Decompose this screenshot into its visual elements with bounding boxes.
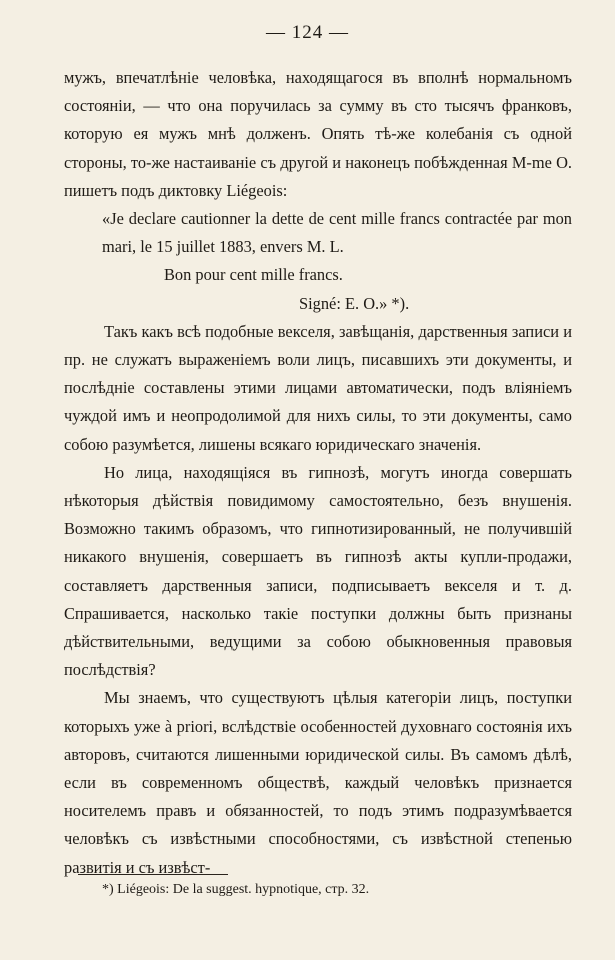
- quoted-declaration: «Je declare cautionner la dette de cent mille francs contractée par mon mari, le 15 juillet 1883, envers M. L.: [102, 209, 572, 257]
- footnote: *) Liégeois: De la suggest. hypnotique, стр. 32.: [102, 882, 370, 897]
- paragraph-2: Такъ какъ всѣ подобные векселя, завѣщанiя, дарственныя записи и пр. не служатъ выраженiемъ воли лицъ, писавшихъ эти документы, и послѣднie составлены этими лицами автоматически, подъ влiянiемъ чуждой имъ и неопродолимой для нихъ силы, то эти документы, само собою разумѣется, лишены всякаго юридическаго значенiя.: [64, 321, 572, 454]
- paragraph-3: Но лица, находящiяся въ гипнозѣ, могутъ иногда совершать нѣкоторыя дѣйствiя повидимому самостоятельно, безъ внушенiя. Возможно такимъ образомъ, что гипнотизированный, не получившiй никакого внушенiя, совершаетъ въ гипнозѣ акты купли-продажи, составляетъ дарственныя записи, подписываетъ векселя и т. д. Спрашивается, насколько такie поступки должны быть признаны дѣйствительными, ведущими за собою обыкновенныя правовыя послѣдствiя?: [64, 462, 572, 680]
- body-text: [64, 64, 572, 882]
- footnote-divider: [78, 874, 228, 875]
- page-number: — 124 —: [266, 22, 349, 43]
- quoted-bon-pour: Bon pour cent mille francs.: [164, 265, 343, 285]
- paragraph-4: Мы знаемъ, что существуютъ цѣлыя категорiи лицъ, поступки которыхъ уже à priori, вслѣдствiе особенностей духовнаго состоянiя ихъ авторовъ, считаются лишенными юридической силы. Въ самомъ дѣлѣ, если въ современномъ обществѣ, каждый человѣкъ признается носителемъ правъ и обязанностей, то подъ этимъ подразумѣвается человѣкъ съ извѣстными способностями, съ извѣстной степенью развитiя и съ извѣст-: [64, 688, 572, 877]
- paragraph-1: мужъ, впечатлѣнie человѣка, находящагося въ вполнѣ нормальномъ состоянiи, — что она поручилась за сумму въ сто тысячъ франковъ, которую ея мужъ мнѣ долженъ. Опять тѣ-же колебанiя съ одной стороны, то-же настаиванie съ другой и наконецъ побѣжденная М-me О. пишетъ подъ диктовку Liégeois:: [64, 68, 572, 200]
- quoted-signature: Signé: E. O.» *).: [299, 293, 410, 313]
